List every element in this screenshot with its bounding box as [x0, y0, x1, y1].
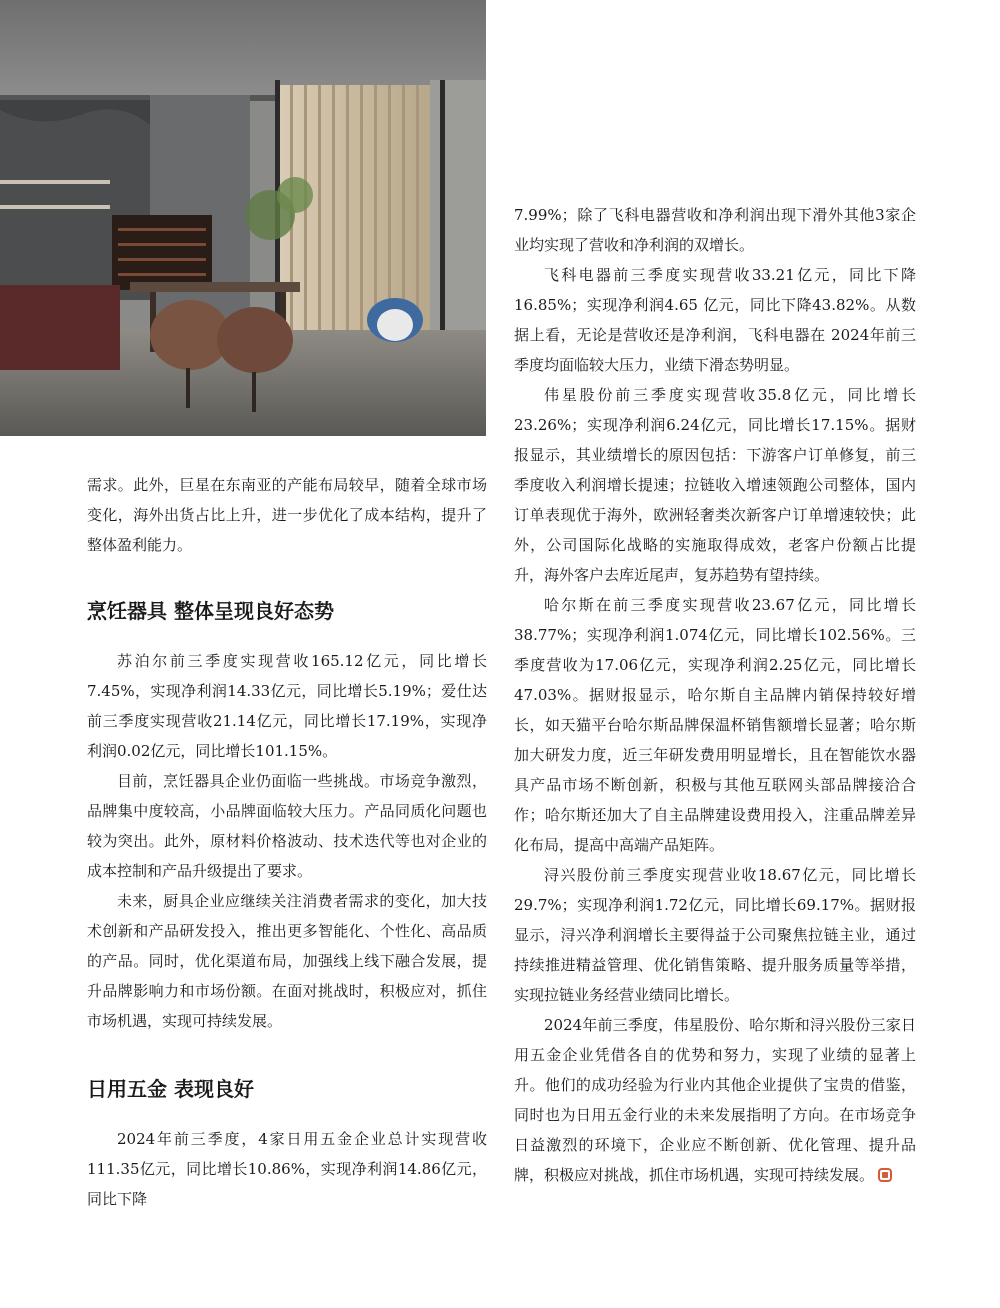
- intro-paragraph: 需求。此外，巨星在东南亚的产能布局较早，随着全球市场变化，海外出货占比上升，进一步优化了成本结构，提升了整体盈利能力。: [87, 476, 487, 554]
- section-heading-cookware: 烹饪器具 整体呈现良好态势: [87, 599, 334, 623]
- continuation-paragraph: 7.99%；除了飞科电器营收和净利润出现下滑外其他3家企业均实现了营收和净利润的双增长。: [514, 206, 916, 254]
- left-column: [87, 470, 487, 1214]
- haers-paragraph: 哈尔斯在前三季度实现营收23.67亿元，同比增长38.77%；实现净利润1.074亿元，同比增长102.56%。三季度营收为17.06亿元，实现净利润2.25亿元，同比增长47.03%。据财报显示，哈尔斯自主品牌内销保持较好增长，如天猫平台哈尔斯品牌保温杯销售额增长显著；哈尔斯加大研发力度，近三年研发费用明显增长，且在智能饮水器具产品市场不断创新，积极与其他互联网头部品牌接洽合作；哈尔斯还加大了自主品牌建设费用投入，注重品牌差异化布局，提高中高端产品矩阵。: [514, 596, 916, 854]
- end-of-article-icon: [878, 1168, 892, 1182]
- feike-paragraph: 飞科电器前三季度实现营收33.21亿元，同比下降16.85%；实现净利润4.65 亿元，同比下降43.82%。从数据上看，无论是营收还是净利润，飞科电器在 2024年前三季度均面临较大压力，业绩下滑态势明显。: [514, 266, 916, 374]
- kitchen-interior-photo: [0, 0, 486, 436]
- section-heading-hardware: 日用五金 表现良好: [87, 1077, 254, 1101]
- conclusion-text: 2024年前三季度，伟星股份、哈尔斯和浔兴股份三家日用五金企业凭借各自的优势和努力，实现了业绩的显著上升。他们的成功经验为行业内其他企业提供了宝贵的借鉴，同时也为日用五金行业的未来发展指明了方向。在市场竞争日益激烈的环境下，企业应不断创新、优化管理、提升品牌，积极应对挑战，抓住市场机遇，实现可持续发展。: [514, 1016, 916, 1184]
- xunxing-paragraph: 浔兴股份前三季度实现营业收18.67亿元，同比增长29.7%；实现净利润1.72亿元，同比增长69.17%。据财报显示，浔兴净利润增长主要得益于公司聚焦拉链主业，通过持续推进精益管理、优化销售策略、提升服务质量等举措，实现拉链业务经营业绩同比增长。: [514, 866, 916, 1004]
- right-column: [514, 200, 916, 1190]
- weixing-paragraph: 伟星股份前三季度实现营收35.8亿元，同比增长23.26%；实现净利润6.24亿元，同比增长17.15%。据财报显示，其业绩增长的原因包括：下游客户订单修复，前三季度收入利润增长提速；拉链收入增速领跑公司整体，国内订单表现优于海外，欧洲轻奢类次新客户订单增速较快；此外，公司国际化战略的实施取得成效，老客户份额占比提升，海外客户去库近尾声，复苏趋势有望持续。: [514, 386, 916, 584]
- conclusion-paragraph: [514, 1010, 916, 1190]
- cookware-paragraph-1: 苏泊尔前三季度实现营收165.12亿元，同比增长7.45%，实现净利润14.33亿元，同比增长5.19%；爱仕达前三季度实现营收21.14亿元，同比增长17.19%，实现净利润0.02亿元，同比增长101.15%。: [87, 652, 487, 760]
- cookware-paragraph-2: 目前，烹饪器具企业仍面临一些挑战。市场竞争激烈，品牌集中度较高，小品牌面临较大压力。产品同质化问题也较为突出。此外，原材料价格波动、技术迭代等也对企业的成本控制和产品升级提出了要求。: [87, 772, 487, 880]
- hardware-paragraph-1: 2024年前三季度，4家日用五金企业总计实现营收111.35亿元，同比增长10.86%，实现净利润14.86亿元，同比下降: [87, 1130, 487, 1208]
- cookware-paragraph-3: 未来，厨具企业应继续关注消费者需求的变化，加大技术创新和产品研发投入，推出更多智能化、个性化、高品质的产品。同时，优化渠道布局，加强线上线下融合发展，提升品牌影响力和市场份额。在面对挑战时，积极应对，抓住市场机遇，实现可持续发展。: [87, 892, 487, 1030]
